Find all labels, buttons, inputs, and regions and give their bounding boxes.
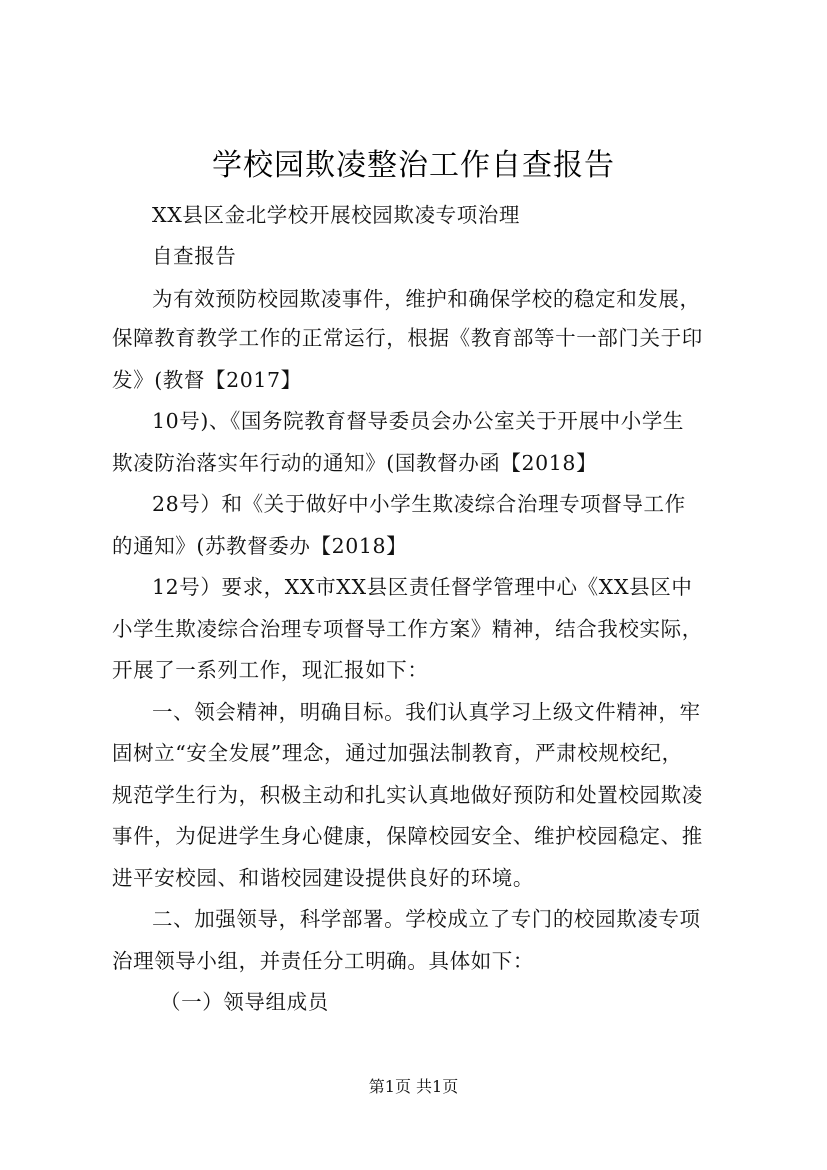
text-line: 保障教育教学工作的正常运行，根据《教育部等十一部门关于印 <box>112 326 703 350</box>
text-line: 规范学生行为，积极主动和扎实认真地做好预防和处置校园欺凌 <box>112 783 703 807</box>
text-line: 发》(教督【2017】 <box>112 368 302 392</box>
text-line: 自查报告 <box>152 244 237 268</box>
text-line: 治理领导小组，并责任分工明确。具体如下： <box>112 949 534 973</box>
text-line: 事件，为促进学生身心健康，保障校园安全、维护校园稳定、推 <box>112 824 703 848</box>
document-title: 学校园欺凌整治工作自查报告 <box>212 148 615 183</box>
text-line: 为有效预防校园欺凌事件，维护和确保学校的稳定和发展， <box>152 287 701 311</box>
text-line: 10号)、《国务院教育督导委员会办公室关于开展中小学生 <box>152 409 685 433</box>
text-line: XX县区金北学校开展校园欺凌专项治理 <box>152 203 520 227</box>
text-line: （一）领导组成员 <box>160 990 329 1014</box>
text-line: 欺凌防治落实年行动的通知》(国教督办函【2018】 <box>112 451 598 475</box>
text-line: 开展了一系列工作，现汇报如下： <box>112 658 429 682</box>
text-line: 小学生欺凌综合治理专项督导工作方案》精神，结合我校实际， <box>112 617 703 641</box>
text-line: 固树立“安全发展”理念，通过加强法制教育，严肃校规校纪， <box>112 741 683 765</box>
text-line: 12号）要求，XX市XX县区责任督学管理中心《XX县区中 <box>152 575 693 599</box>
text-line: 的通知》(苏教督委办【2018】 <box>112 534 408 558</box>
text-line: 进平安校园、和谐校园建设提供良好的环境。 <box>112 866 534 890</box>
page-footer: 第1页 共1页 <box>368 1077 459 1096</box>
text-line: 28号）和《关于做好中小学生欺凌综合治理专项督导工作 <box>152 492 686 516</box>
text-line: 二、加强领导，科学部署。学校成立了专门的校园欺凌专项 <box>152 907 701 931</box>
text-line: 一、领会精神，明确目标。我们认真学习上级文件精神，牢 <box>152 700 701 724</box>
